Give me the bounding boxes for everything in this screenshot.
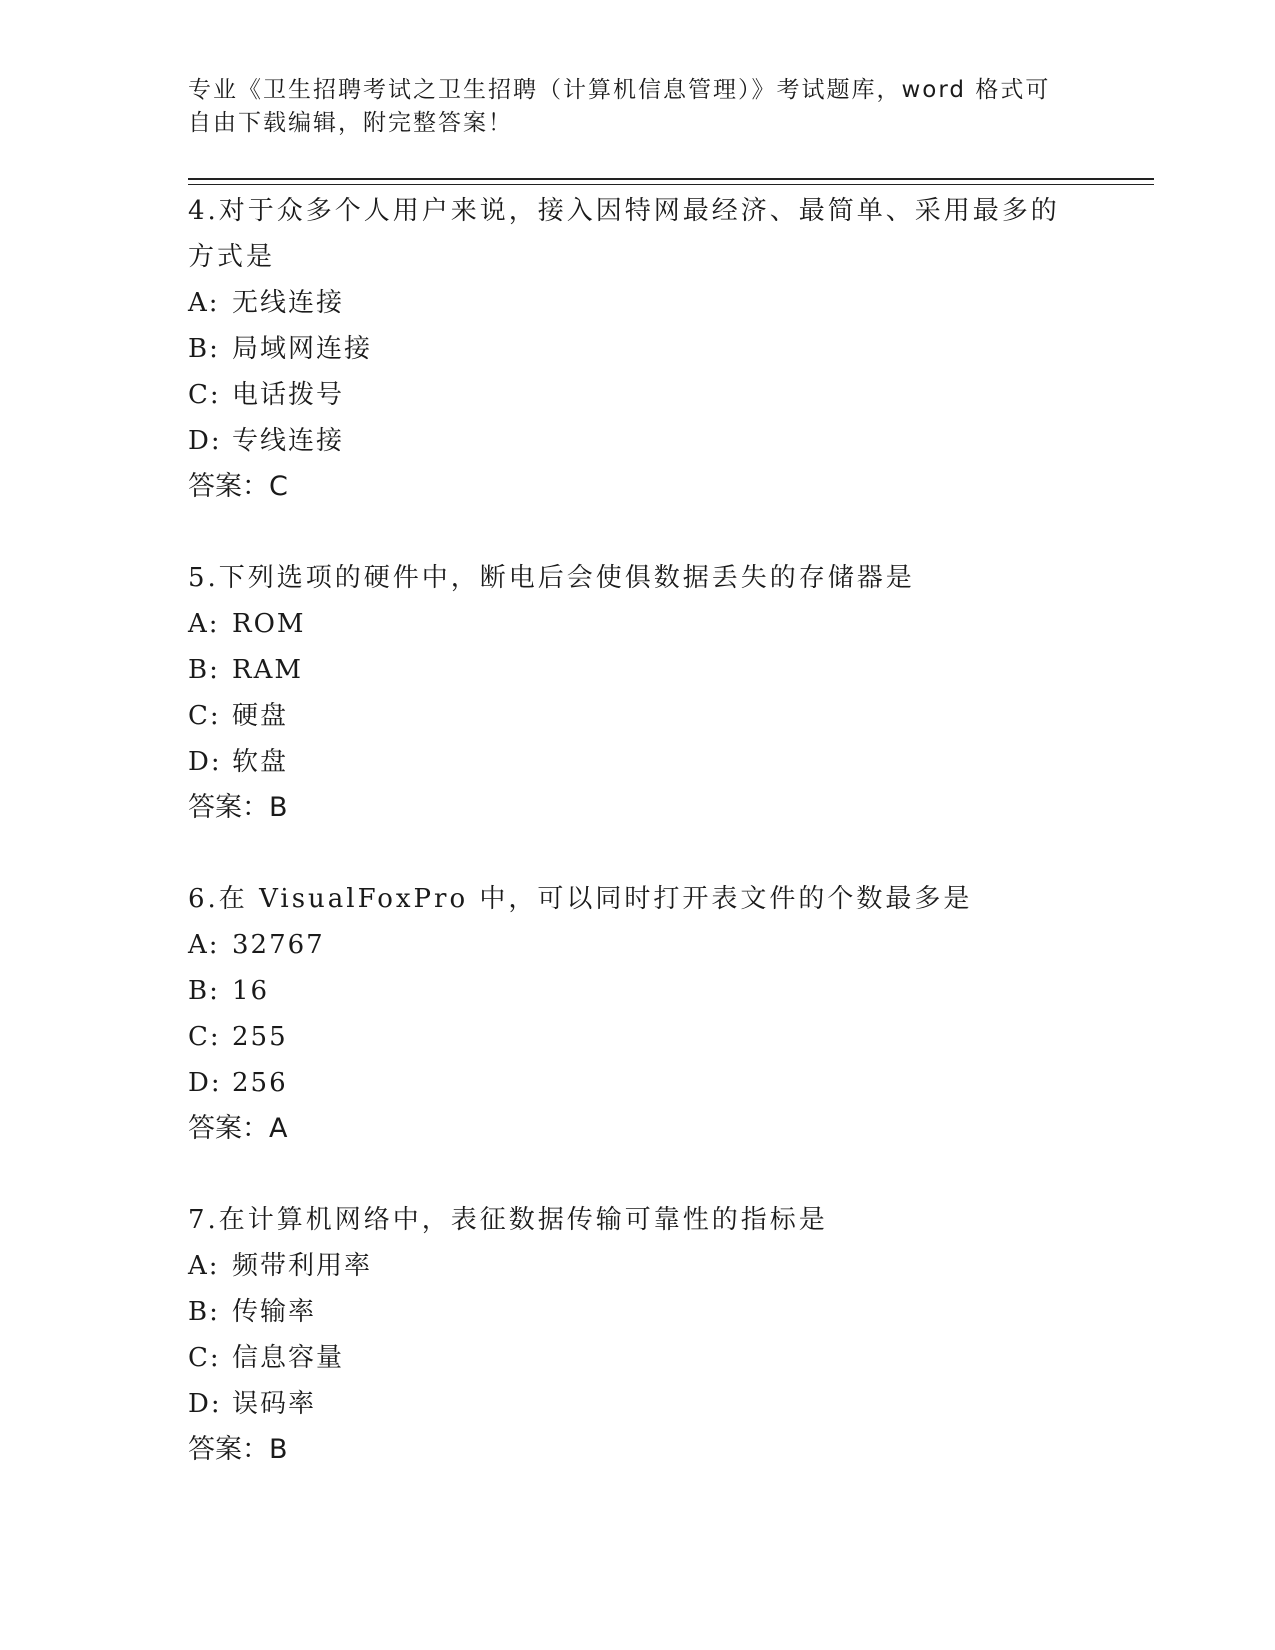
header-divider-thin: [188, 184, 1154, 185]
option-c: [188, 693, 1088, 739]
option-text: 16: [232, 976, 270, 1006]
answer-line: 答案：B: [188, 792, 288, 823]
question-stem: 6.在 VisualFoxPro 中，可以同时打开表文件的个数最多是: [188, 884, 973, 914]
option-letter: D:: [188, 1068, 222, 1098]
question-item: [188, 1197, 1088, 1473]
option-letter: D:: [188, 426, 222, 456]
option-d: [188, 739, 1088, 785]
option-letter: D:: [188, 1389, 222, 1419]
question-stem: 4.对于众多个人用户来说，接入因特网最经济、最简单、采用最多的方式是: [188, 196, 1060, 272]
option-letter: C:: [188, 1022, 221, 1052]
option-text: 无线连接: [232, 288, 345, 318]
question-stem: 7.在计算机网络中，表征数据传输可靠性的指标是: [188, 1205, 828, 1235]
option-c: [188, 372, 1088, 418]
option-text: 软盘: [232, 747, 289, 777]
option-text: RAM: [232, 655, 303, 685]
option-text: 传输率: [232, 1297, 317, 1327]
option-d: [188, 418, 1088, 464]
option-letter: D:: [188, 747, 222, 777]
option-a: [188, 280, 1088, 326]
option-text: ROM: [232, 609, 306, 639]
question-item: [188, 188, 1088, 510]
question-spacer: [188, 831, 1088, 876]
option-letter: A:: [188, 288, 220, 318]
option-letter: B:: [188, 976, 220, 1006]
option-letter: A:: [188, 1251, 220, 1281]
option-text: 255: [232, 1022, 288, 1052]
answer-line: 答案：C: [188, 471, 288, 502]
option-b: [188, 647, 1088, 693]
option-text: 32767: [232, 930, 325, 960]
question-item: [188, 876, 1088, 1152]
option-letter: C:: [188, 1343, 221, 1373]
option-text: 电话拨号: [232, 380, 345, 410]
option-b: [188, 968, 1088, 1014]
option-a: [188, 922, 1088, 968]
option-text: 局域网连接: [232, 334, 373, 364]
option-letter: B:: [188, 655, 220, 685]
option-b: [188, 326, 1088, 372]
question-spacer: [188, 510, 1088, 555]
document-header: 专业《卫生招聘考试之卫生招聘（计算机信息管理）》考试题库，word 格式可自由下载编辑，附完整答案！: [188, 77, 1051, 136]
option-text: 专线连接: [232, 426, 345, 456]
question-spacer: [188, 1152, 1088, 1197]
option-text: 256: [232, 1068, 288, 1098]
option-text: 误码率: [232, 1389, 317, 1419]
option-letter: A:: [188, 930, 220, 960]
option-letter: C:: [188, 380, 221, 410]
option-letter: B:: [188, 1297, 220, 1327]
question-item: [188, 555, 1088, 831]
answer-line: 答案：A: [188, 1113, 288, 1144]
option-text: 硬盘: [232, 701, 289, 731]
option-text: 信息容量: [232, 1343, 345, 1373]
option-a: [188, 1243, 1088, 1289]
option-b: [188, 1289, 1088, 1335]
option-c: [188, 1014, 1088, 1060]
option-d: [188, 1381, 1088, 1427]
question-list: [188, 188, 1088, 1473]
question-stem: 5.下列选项的硬件中，断电后会使俱数据丢失的存储器是: [188, 563, 915, 593]
option-a: [188, 601, 1088, 647]
answer-line: 答案：B: [188, 1434, 288, 1465]
option-letter: A:: [188, 609, 220, 639]
option-letter: C:: [188, 701, 221, 731]
option-c: [188, 1335, 1088, 1381]
option-d: [188, 1060, 1088, 1106]
option-letter: B:: [188, 334, 220, 364]
option-text: 频带利用率: [232, 1251, 373, 1281]
header-divider-thick: [188, 178, 1154, 180]
